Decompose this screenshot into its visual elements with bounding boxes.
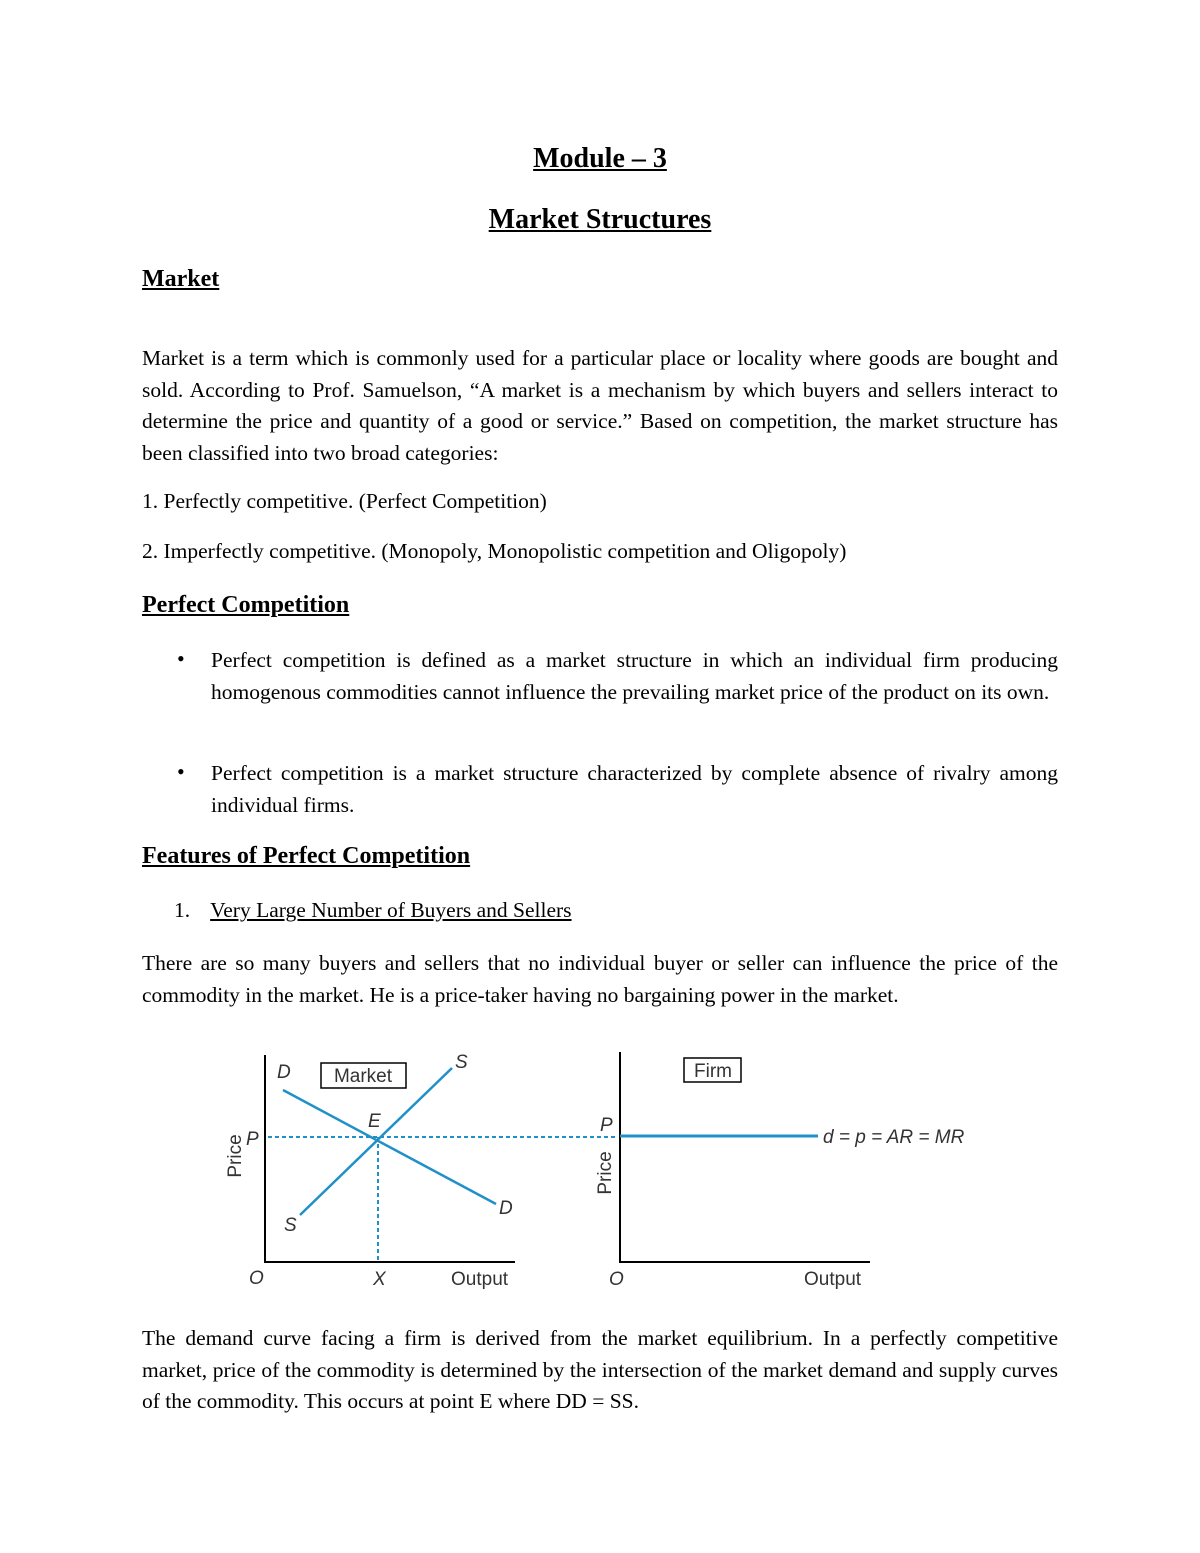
market-demand-curve — [283, 1090, 496, 1204]
firm-x-axis-label: Output — [804, 1269, 862, 1290]
market-supply-curve — [300, 1068, 452, 1215]
features-paragraph: There are so many buyers and sellers that no individual buyer or seller can influence the price of the commodity in the market. He is a price-taker having no bargaining power in the market. — [142, 951, 1058, 1007]
firm-y-axis-label: Price — [595, 1151, 616, 1195]
feature-item-label: Very Large Number of Buyers and Sellers — [210, 898, 572, 922]
feature-item-number: 1. — [174, 898, 191, 922]
market-demand-end-label: D — [499, 1198, 513, 1219]
perfect-competition-bullet-2: Perfect competition is a market structure characterized by complete absence of rivalry among individual firms. — [211, 761, 1058, 817]
firm-price-label: P — [600, 1115, 613, 1136]
market-firm-diagram — [0, 1040, 1200, 1330]
bullet-icon: • — [177, 759, 185, 784]
perfect-competition-bullet-1: Perfect competition is defined as a market structure in which an individual firm producing homogenous commodities cannot influence the prevailing market price of the product on its own. — [211, 648, 1058, 704]
market-supply-start-label: S — [284, 1215, 297, 1236]
perfect-competition-heading: Perfect Competition — [142, 592, 350, 618]
market-y-axis-label: Price — [225, 1134, 246, 1178]
market-demand-start-label: D — [277, 1062, 291, 1083]
market-quantity-label: X — [373, 1269, 386, 1290]
market-price-label: P — [246, 1129, 259, 1150]
firm-label: Firm — [694, 1061, 732, 1082]
market-label: Market — [333, 1066, 393, 1087]
market-equilibrium-label: E — [368, 1111, 381, 1132]
firm-demand-line-label: d = p = AR = MR — [823, 1127, 965, 1148]
market-panel — [225, 1052, 618, 1290]
market-paragraph: Market is a term which is commonly used for a particular place or locality where goods are bought and sold. According to Prof. Samuelson, “A market is a mechanism by which buyers and sellers interact to determine the price and quantity of a good or service.” Based on competition, the market structure has been classified into two broad categories: — [142, 346, 1058, 465]
features-heading: Features of Perfect Competition — [142, 843, 471, 869]
market-item-2: 2. Imperfectly competitive. (Monopoly, Monopolistic competition and Oligopoly) — [142, 539, 847, 563]
market-supply-end-label: S — [455, 1052, 468, 1073]
closing-paragraph: The demand curve facing a firm is derived from the market equilibrium. In a perfectly competitive market, price of the commodity is determined by the intersection of the market demand and supply curves of the commodity. This occurs at point E where DD = SS. — [142, 1326, 1058, 1413]
market-heading: Market — [142, 266, 220, 292]
market-origin-label: O — [249, 1268, 264, 1289]
firm-panel — [595, 1052, 965, 1290]
market-item-1: 1. Perfectly competitive. (Perfect Competition) — [142, 489, 547, 513]
page-title: Market Structures — [488, 204, 712, 235]
feature-item-1 — [174, 898, 572, 923]
bullet-icon: • — [177, 646, 185, 671]
module-title: Module – 3 — [533, 143, 667, 174]
market-x-axis-label: Output — [451, 1269, 509, 1290]
firm-origin-label: O — [609, 1269, 624, 1290]
